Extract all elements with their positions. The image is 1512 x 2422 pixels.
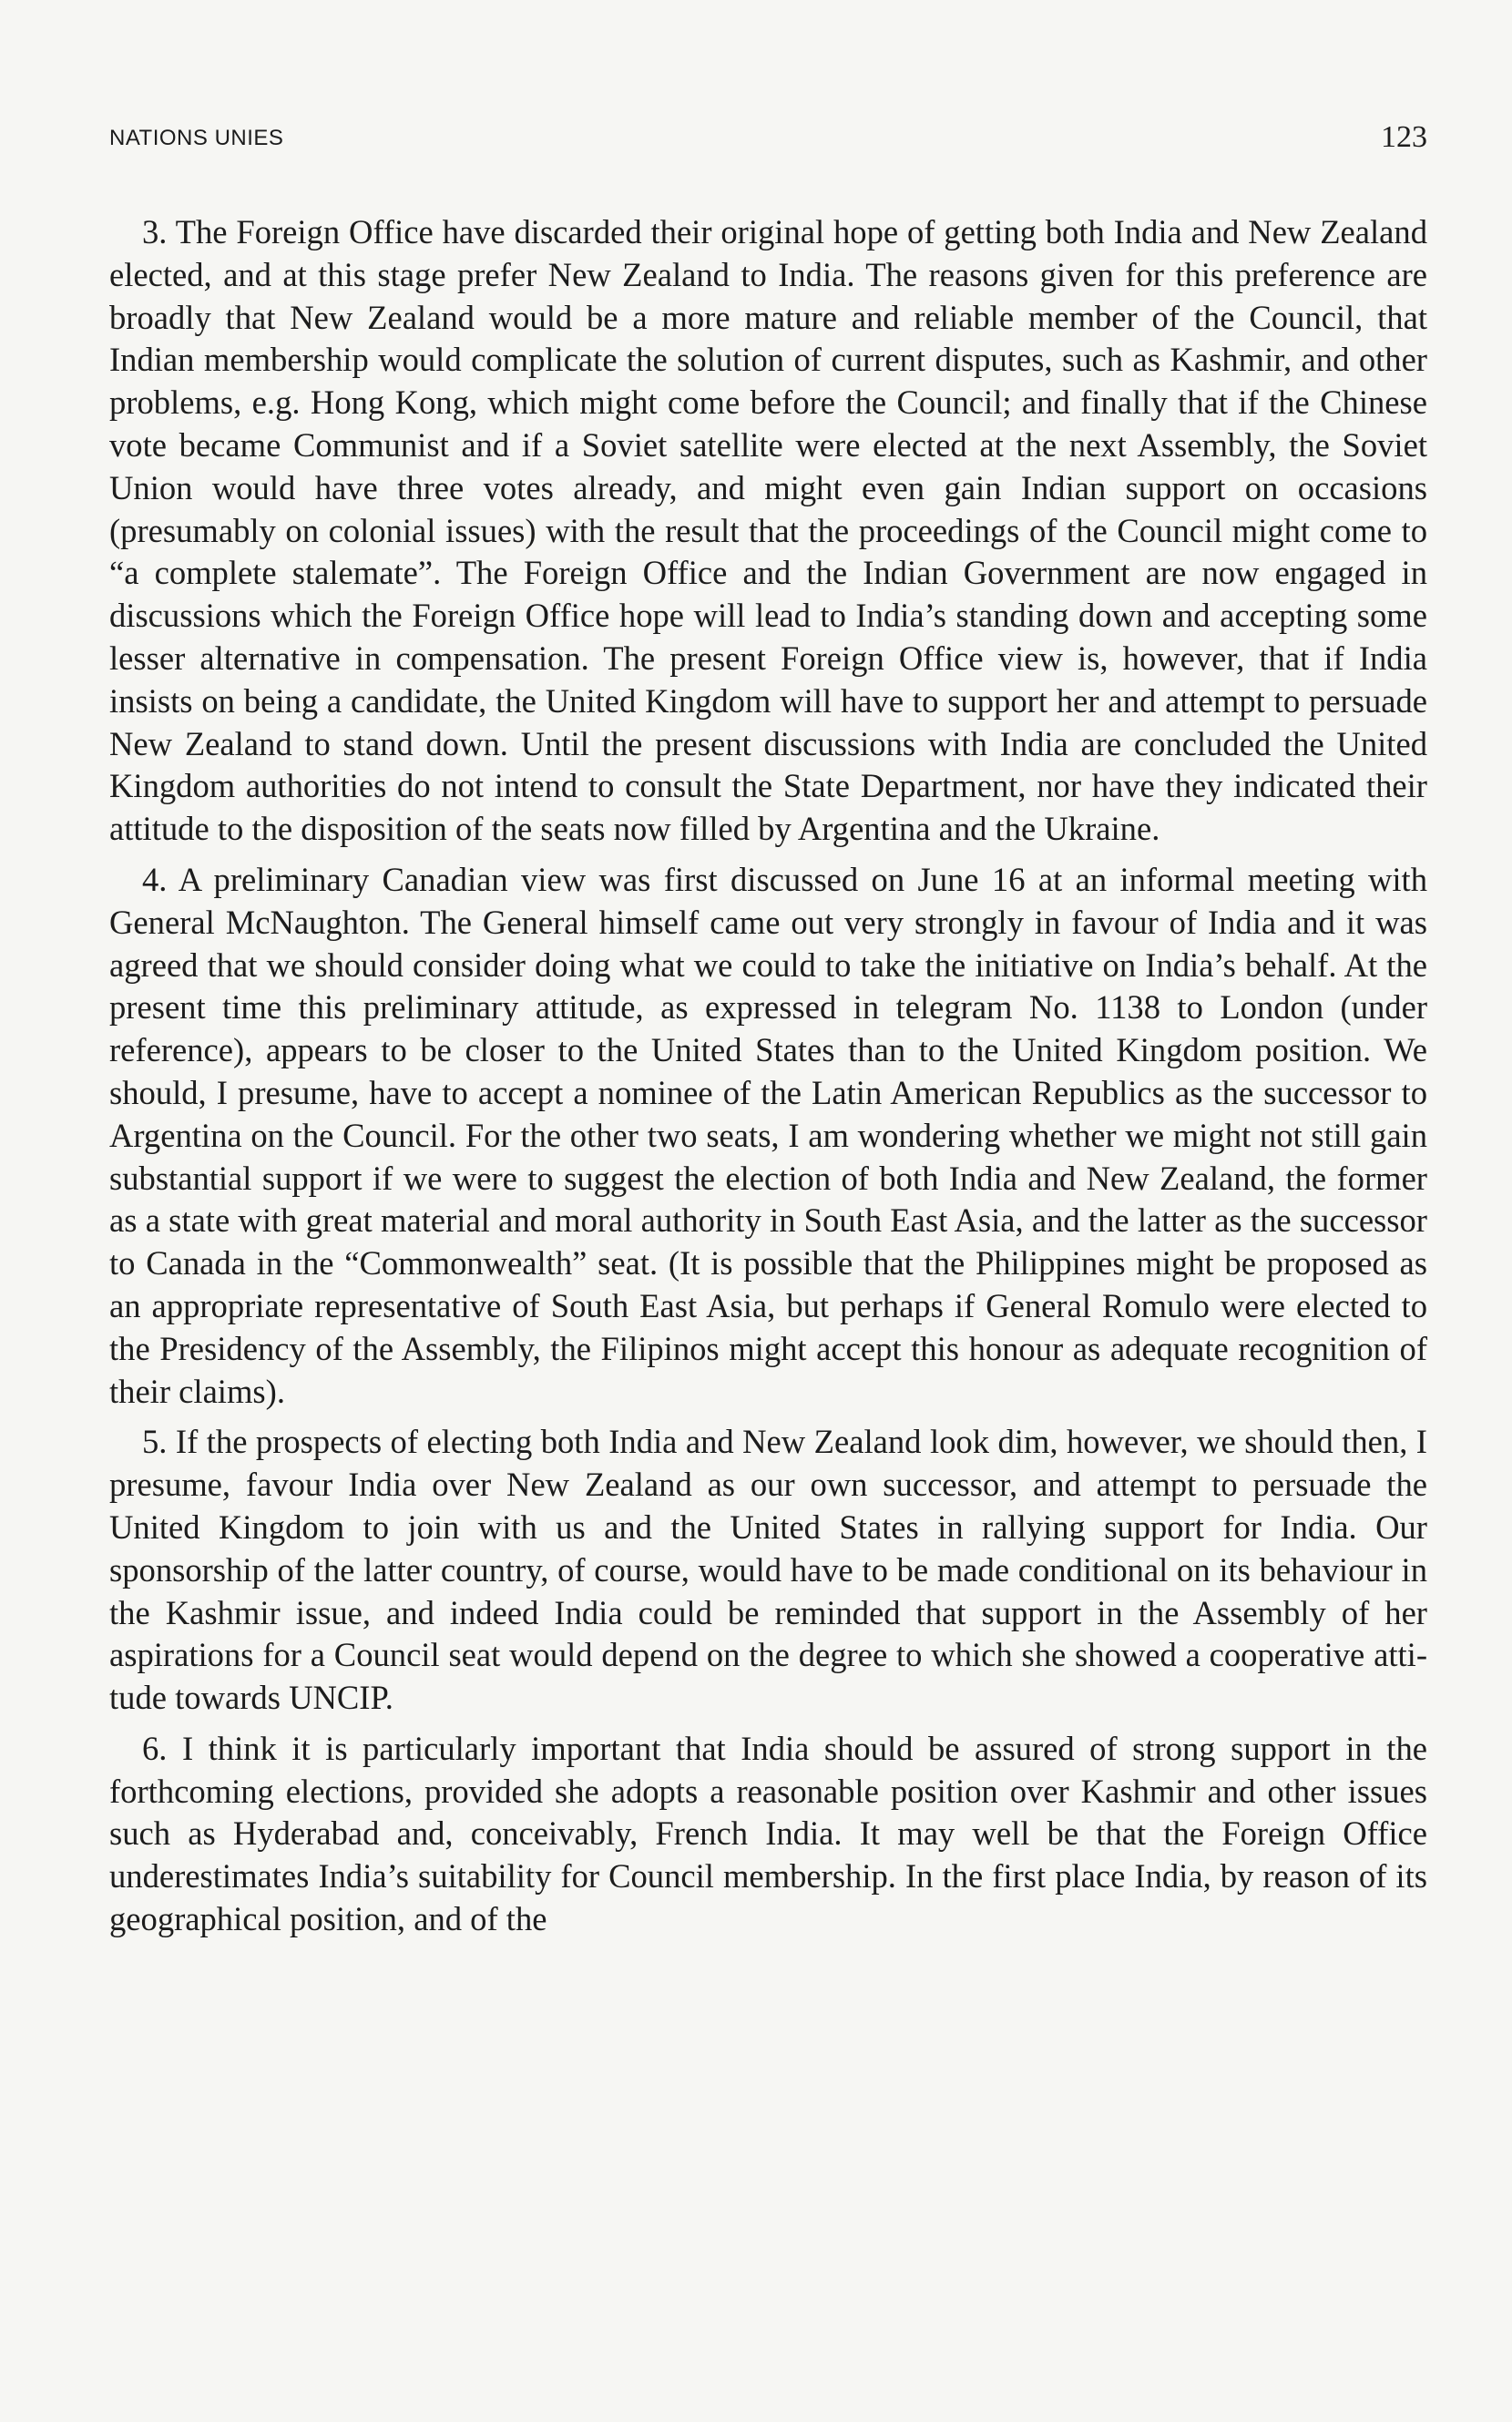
paragraph-5: 5. If the prospects of electing both India and New Zealand look dim, however, we should then, I presume, favour India over New Zealand as our own successor, and attempt to persuade the United Kingdom to join with us and the United States in rallying support for India. Our sponsorship of the latter country, of course, would have to be made conditional on its behaviour in the Kashmir issue, and indeed India could be reminded that support in the Assembly of her aspirations for a Council seat would depend on the degree to which she showed a cooperative attitude towards UNCIP. (109, 1423, 1427, 1717)
page-number: 123 (1381, 120, 1427, 154)
running-head (109, 120, 1427, 157)
paragraph-3: 3. The Foreign Office have discarded their original hope of getting both India and New Zealand elected, and at this stage prefer New Zealand to India. The reasons given for this preference are broadly that New Zealand would be a more mature and reliable member of the Council, that Indian membership would complicate the solution of current disputes, such as Kashmir, and other problems, e.g. Hong Kong, which might come before the Council; and finally that if the Chinese vote became Communist and if a Soviet satellite were elected at the next Assembly, the Soviet Union would have three votes already, and might even gain Indian support on occasions (presumably on colonial issues) with the result that the proceedings of the Council might come to “a complete stalemate”. The Foreign Office and the Indian Government are now engaged in discussions which the Foreign Office hope will lead to India’s standing down and accepting some lesser alternative in compensation. The present Foreign Office view is, however, that if India insists on being a candidate, the United Kingdom will have to support her and attempt to persuade New Zealand to stand down. Until the present discussions with India are concluded the United Kingdom authorities do not intend to consult the State Department, nor have they indicated their attitude to the disposition of the seats now filled by Argentina and the Ukraine. (109, 213, 1427, 848)
body-text (109, 211, 1427, 1949)
paragraph-4: 4. A preliminary Canadian view was first discussed on June 16 at an informal meeting with General McNaughton. The General himself came out very strongly in favour of India and it was agreed that we should consider doing what we could to take the initiative on India’s behalf. At the present time this preliminary attitude, as expressed in telegram No. 1138 to London (under reference), appears to be closer to the United States than to the United Kingdom position. We should, I presume, have to accept a nominee of the Latin American Republics as the successor to Argentina on the Council. For the other two seats, I am wondering whether we might not still gain substantial support if we were to suggest the election of both India and New Zealand, the former as a state with great material and moral authority in South East Asia, and the latter as the successor to Canada in the “Commonwealth” seat. (It is possible that the Philippines might be proposed as an appropriate representative of South East Asia, but perhaps if General Romulo were elected to the Presidency of the Assembly, the Filipinos might accept this honour as adequate recognition of their claims). (109, 860, 1427, 1410)
running-title: NATIONS UNIES (109, 126, 284, 150)
paragraph-6: 6. I think it is particularly important that India should be assured of strong support in the forthcoming elections, provided she adopts a reasonable position over Kashmir and other issues such as Hyderabad and, conceivably, French India. It may well be that the Foreign Office underestimates India’s suitability for Council membership. In the first place India, by reason of its geographical position, and of the (109, 1729, 1427, 1938)
